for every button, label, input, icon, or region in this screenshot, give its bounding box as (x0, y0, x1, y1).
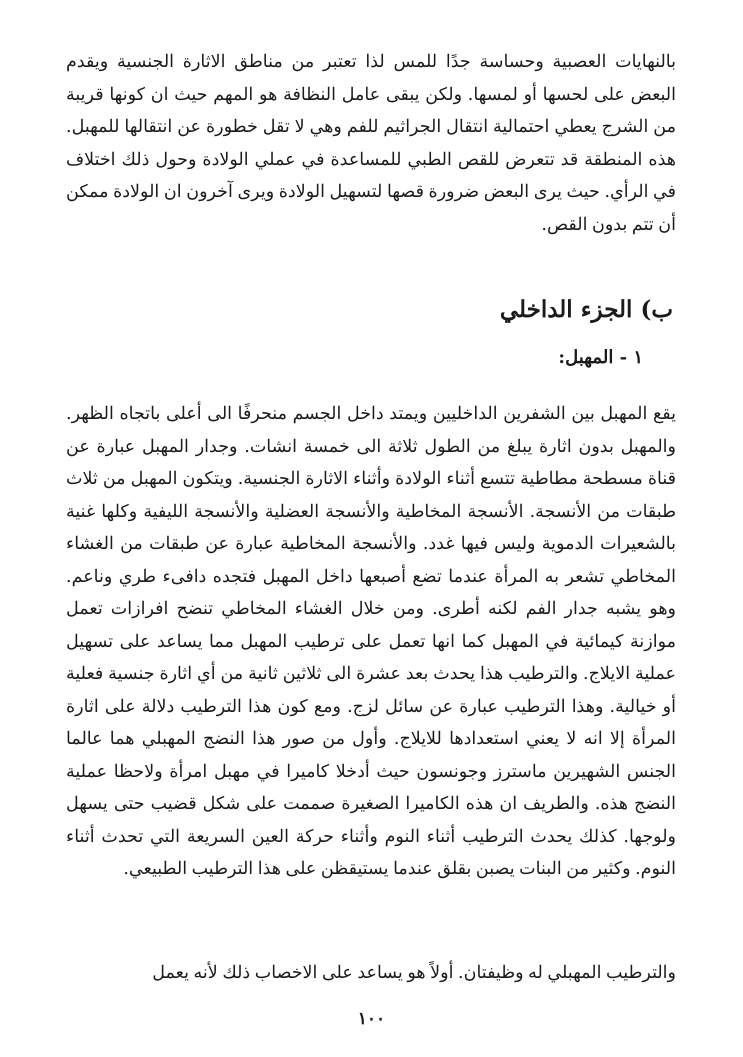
page-number: ١٠٠ (357, 1009, 386, 1029)
closing-paragraph: والترطيب المهبلي له وظيفتان. أولاً هو يساعد على الاخصاب ذلك لأنه يعمل (152, 963, 676, 983)
intro-paragraph: بالنهايات العصبية وحساسة جدًا للمس لذا تعتبر من مناطق الاثارة الجنسية ويقدم البعض على لحسها أو لمسها. ولكن يبقى عامل النظافة هو المهم حيث ان كونها قريبة من الشرج يعطي احتمالية انتقال الجراثيم للفم وهي لا تقل خطورة عن انتقالها للمهبل. هذه المنطقة قد تتعرض للقص الطبي للمساعدة في عملي الولادة وحول ذلك اختلاف في الرأي. حيث يرى البعض ضرورة قصها لتسهيل الولادة ويرى آخرون ان الولادة ممكن أن تتم بدون القص. (66, 52, 676, 235)
subsection-heading: ١ - المهبل: (558, 347, 643, 368)
section-heading: ب) الجزء الداخلي (499, 296, 673, 323)
vagina-paragraph: يقع المهبل بين الشفرين الداخليين ويمتد داخل الجسم منحرفًا الى أعلى باتجاه الظهر. والمهبل بدون اثارة يبلغ من الطول ثلاثة الى خمسة انشات. وجدار المهبل عبارة عن قناة مسطحة مطاطية تتسع أثناء الولادة وأثناء الاثارة الجنسية. ويتكون المهبل من ثلاث طبقات من الأنسجة. الأنسجة المخاطية والأنسجة العضلية والأنسجة الليفية وكلها غنية بالشعيرات الدموية وليس فيها غدد. والأنسجة المخاطية عبارة عن طبقات من الغشاء المخاطي تشعر به المرأة عندما تضع أصبعها داخل المهبل فتجده دافىء طري وناعم. وهو يشبه جدار الفم لكنه أطرى. ومن خلال الغشاء المخاطي تنضح افرازات تعمل موازنة كيمائية في المهبل كما انها تعمل على ترطيب المهبل مما يساعد على تسهيل عملية الايلاج. والترطيب هذا يحدث بعد عشرة الى ثلاثين ثانية من أي اثارة جنسية فعلية أو خيالية. وهذا الترطيب عبارة عن سائل لزج. ومع كون هذا الترطيب دلالة على اثارة المرأة إلا انه لا يعني استعدادها للايلاج. وأول من صور هذا النضج المهبلي هما عالما الجنس الشهيرين ماسترز وجونسون حيث أدخلا كاميرا في مهبل امرأة ولاحظا عملية النضج هذه. والطريف ان هذه الكاميرا الصغيرة صممت على شكل قضيب حتى يسهل ولوجها. كذلك يحدث الترطيب أثناء النوم وأثناء حركة العين السريعة التي تحدث أثناء النوم. وكثير من البنات يصبن بقلق عندما يستيقظن على هذا الترطيب الطبيعي. (66, 404, 676, 879)
